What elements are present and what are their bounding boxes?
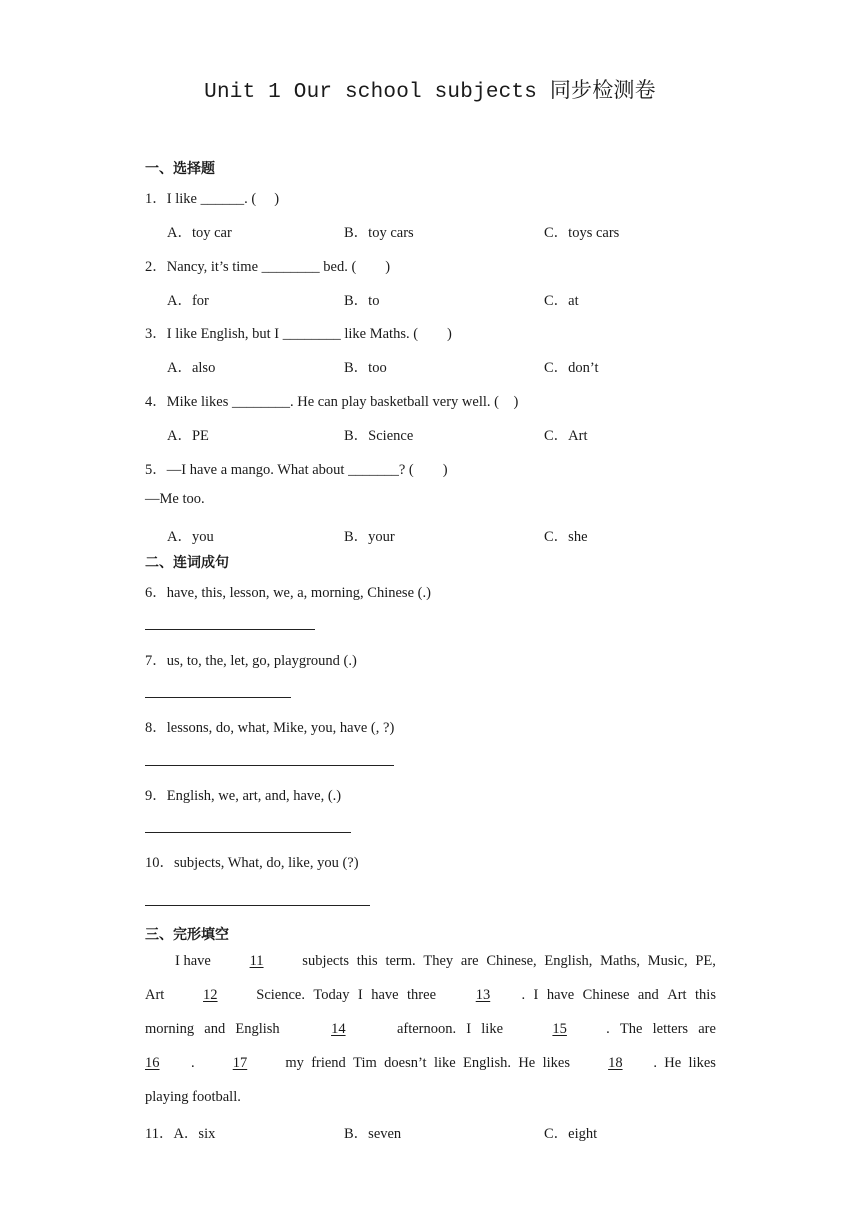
question-6: 6．have, this, lesson, we, a, morning, Chinese (.) (145, 585, 431, 601)
cloze-word: Chinese, (486, 953, 537, 969)
cloze-word: my (285, 1055, 304, 1071)
cloze-word: Art (145, 987, 165, 1003)
cloze-word: Art (667, 987, 687, 1003)
q3-option-c: C．don’t (544, 360, 599, 376)
cloze-blank-12[interactable]: 12 (203, 987, 218, 1003)
cloze-word: are (460, 953, 479, 969)
cloze-word: English, (544, 953, 593, 969)
q1-option-c: C．toys cars (544, 225, 620, 241)
cloze-word: have (546, 987, 575, 1003)
answer-line-7[interactable] (145, 697, 291, 698)
cloze-line-2 (145, 987, 716, 1004)
cloze-blank-13[interactable]: 13 (475, 987, 491, 1003)
cloze-word: English. (463, 1055, 511, 1071)
section-heading-reorder: 二、连词成句 (145, 555, 229, 571)
q1-option-b: B．toy cars (344, 225, 414, 241)
cloze-word: doesn’t (384, 1055, 427, 1071)
cloze-word: likes (542, 1055, 570, 1071)
section-heading-choice: 一、选择题 (145, 161, 215, 177)
q4-option-b: B．Science (344, 428, 414, 444)
q4-option-a: A．PE (167, 428, 209, 444)
cloze-word: English (235, 1021, 280, 1037)
cloze-word: I (357, 987, 363, 1003)
question-9: 9．English, we, art, and, have, (.) (145, 788, 342, 804)
cloze-punct: . (653, 1055, 657, 1071)
cloze-word: I have (175, 953, 211, 969)
cloze-line-3 (145, 1021, 716, 1038)
cloze-word: morning (145, 1021, 195, 1037)
cloze-word: Maths, (600, 953, 640, 969)
q3-option-b: B．too (344, 360, 387, 376)
cloze-word: They (423, 953, 454, 969)
cloze-blank-11[interactable]: 11 (249, 953, 264, 969)
q5-option-c: C．she (544, 529, 588, 545)
cloze-blank-15[interactable]: 15 (552, 1021, 567, 1037)
cloze-word: three (407, 987, 437, 1003)
question-10: 10．subjects, What, do, like, you (?) (145, 855, 359, 871)
question-4: 4．Mike likes ________. He can play basketball very well. ( ) (145, 394, 519, 410)
cloze-word: The (619, 1021, 643, 1037)
cloze-blank-16[interactable]: 16 (145, 1055, 160, 1071)
cloze-punct: . (606, 1021, 610, 1037)
q4-option-c: C．Art (544, 428, 588, 444)
cloze-word: and (637, 987, 659, 1003)
q2-option-b: B．to (344, 293, 380, 309)
cloze-line-1 (175, 953, 716, 970)
cloze-blank-17[interactable]: 17 (232, 1055, 248, 1071)
cloze-word: subjects (302, 953, 350, 969)
answer-line-6[interactable] (145, 629, 315, 630)
cloze-word: Today (313, 987, 350, 1003)
question-8: 8．lessons, do, what, Mike, you, have (, ?) (145, 720, 395, 736)
section-heading-cloze: 三、完形填空 (145, 927, 229, 943)
cloze-word: this (695, 987, 716, 1003)
cloze-word: PE, (695, 953, 716, 969)
cloze-word: Music, (647, 953, 688, 969)
cloze-punct: . (521, 987, 526, 1003)
q2-option-c: C．at (544, 293, 579, 309)
cloze-word: have (371, 987, 399, 1003)
page-title: Unit 1 Our school subjects 同步检测卷 (204, 81, 656, 104)
q2-option-a: A．for (167, 293, 209, 309)
cloze-word: He (518, 1055, 536, 1071)
question-7: 7．us, to, the, let, go, playground (.) (145, 653, 357, 669)
cloze-line-4 (145, 1055, 716, 1072)
cloze-word: He (664, 1055, 682, 1071)
cloze-word: Tim (353, 1055, 377, 1071)
cloze-punct: . (191, 1055, 195, 1071)
cloze-word: and (204, 1021, 226, 1037)
cloze-blank-14[interactable]: 14 (331, 1021, 346, 1037)
cloze-word: letters (652, 1021, 689, 1037)
question-5-response: —Me too. (145, 491, 205, 507)
question-1: 1．I like ______. ( ) (145, 191, 280, 207)
answer-line-10[interactable] (145, 905, 370, 906)
answer-line-8[interactable] (145, 765, 394, 766)
q5-option-b: B．your (344, 529, 395, 545)
cloze-blank-18[interactable]: 18 (608, 1055, 623, 1071)
q1-option-a: A．toy car (167, 225, 232, 241)
question-3: 3．I like English, but I ________ like Maths. ( ) (145, 326, 452, 342)
cloze-word: this (356, 953, 378, 969)
cloze-word: Science. (256, 987, 305, 1003)
q11-option-c: C．eight (544, 1126, 598, 1142)
cloze-line-5: playing football. (145, 1089, 241, 1105)
question-11-option-a: 11．A．six (145, 1126, 216, 1142)
question-5: 5．—I have a mango. What about _______? ( ) (145, 462, 448, 478)
cloze-word: term. (385, 953, 416, 969)
q3-option-a: A．also (167, 360, 216, 376)
cloze-word: I (533, 987, 539, 1003)
answer-line-9[interactable] (145, 832, 351, 833)
cloze-word: I (466, 1021, 472, 1037)
cloze-word: Chinese (582, 987, 630, 1003)
q5-option-a: A．you (167, 529, 214, 545)
cloze-word: are (698, 1021, 716, 1037)
cloze-word: likes (688, 1055, 716, 1071)
q11-option-b: B．seven (344, 1126, 402, 1142)
cloze-word: friend (311, 1055, 346, 1071)
cloze-word: afternoon. (396, 1021, 457, 1037)
cloze-word: like (433, 1055, 456, 1071)
question-2: 2．Nancy, it’s time ________ bed. ( ) (145, 259, 391, 275)
cloze-word: like (481, 1021, 504, 1037)
